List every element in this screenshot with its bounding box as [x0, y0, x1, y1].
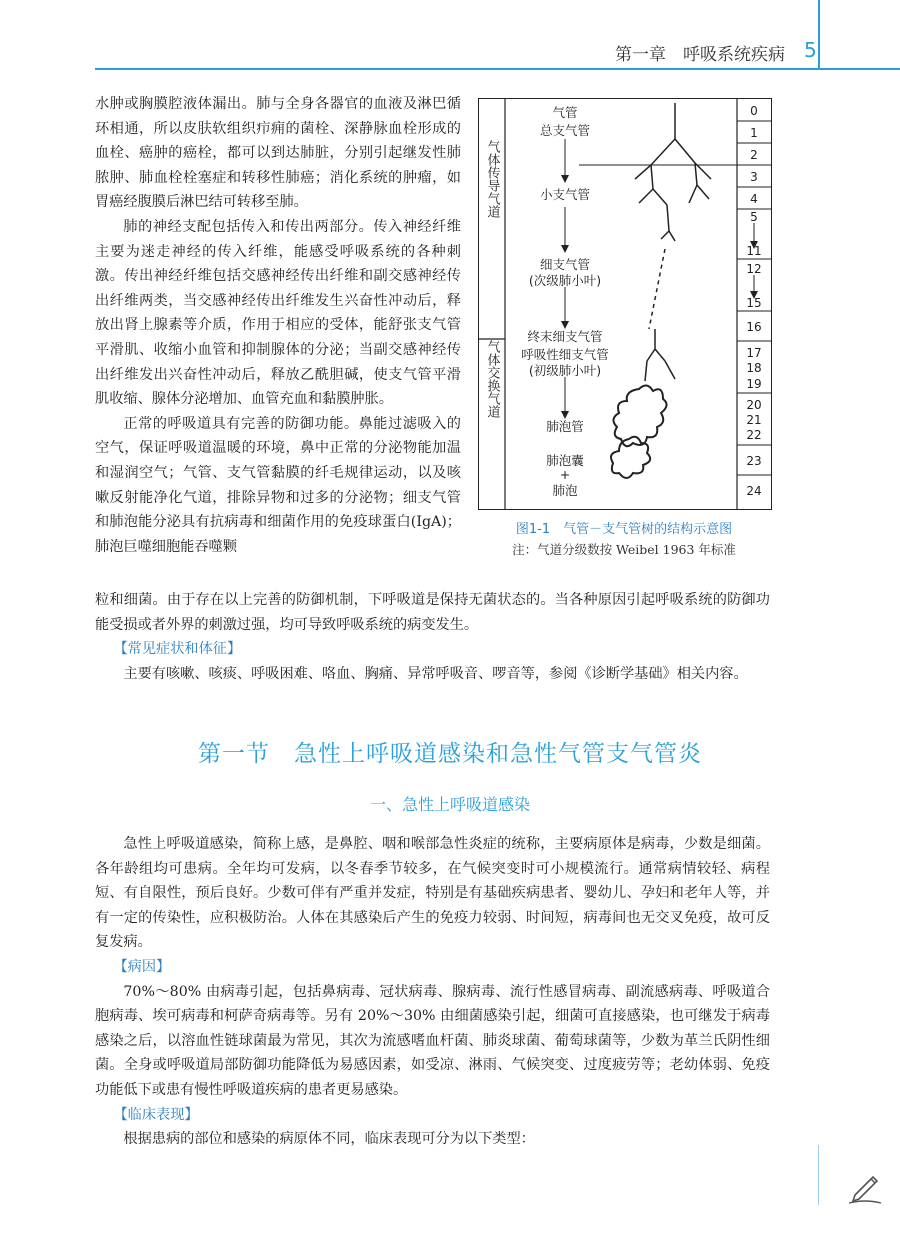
paragraph: 水肿或胸膜腔液体漏出。肺与全身各器官的血液及淋巴循环相通，所以皮肤软组织疖痈的菌栓、深静脉血栓形成的血栓、癌肿的癌栓，都可以到达肺脏，分别引起继发性肺脓肿、肺血栓栓塞症和转移性肺癌；消化系统的肿瘤，如胃癌经腹膜后淋巴结可转移至肺。 [95, 96, 461, 211]
gen-number: 2 [750, 148, 758, 162]
label-bronchioles: 细支气管 [539, 257, 591, 272]
gen-number: 19 [746, 377, 762, 391]
gen-number: 21 [746, 413, 762, 427]
margin-rule [818, 1145, 819, 1205]
section-title: 第一节 急性上呼吸道感染和急性气管支气管炎 [198, 741, 702, 767]
gen-number: 24 [746, 484, 762, 498]
paragraph: 主要有咳嗽、咳痰、呼吸困难、咯血、胸痛、异常呼吸音、啰音等，参阅《诊断学基础》相关内容。 [123, 665, 748, 682]
header-divider [818, 0, 820, 70]
header-rule [95, 68, 900, 70]
label-secondary-lobule: (次级肺小叶) [528, 273, 602, 288]
gen-number: 1 [750, 126, 758, 140]
etiology-heading: 【病因】 [113, 958, 171, 975]
gen-number: 11 [746, 244, 762, 258]
bronchial-tree-diagram [479, 99, 771, 509]
label-respiratory-bronchiole: 呼吸性细支气管 [521, 347, 609, 362]
gen-number: 12 [746, 262, 762, 276]
page-header [0, 0, 900, 70]
gen-number: 20 [746, 398, 762, 412]
pen-icon [845, 1165, 885, 1205]
zone-conducting-label: 气体传导气道 [484, 140, 500, 218]
main-text [95, 832, 770, 1152]
label-primary-lobule: (初级肺小叶) [528, 363, 602, 378]
gen-number: 15 [746, 296, 762, 310]
gen-number: 17 [746, 346, 762, 360]
label-plus: + [559, 467, 571, 482]
paragraph: 根据患病的部位和感染的病原体不同，临床表现可分为以下类型： [123, 1131, 535, 1148]
chapter-title: 第一章 呼吸系统疾病 [615, 45, 785, 65]
label-alveolar-sac: 肺泡囊 [546, 453, 584, 468]
subsection-title: 一、急性上呼吸道感染 [369, 795, 530, 814]
gen-number: 4 [750, 192, 758, 206]
label-terminal-bronchiole: 终末细支气管 [527, 329, 603, 344]
figure-caption: 图1-1 气管－支气管树的结构示意图 [515, 522, 733, 537]
paragraph: 正常的呼吸道具有完善的防御功能。鼻能过滤吸入的空气，保证呼吸道温暖的环境，鼻中正常的分泌物能加温和湿润空气；气管、支气管黏膜的纤毛规律运动，以及咳嗽反射能净化气道，排除异物和过多的分泌物；细支气管和肺泡能分泌具有抗病毒和细菌作用的免疫球蛋白(IgA)；肺泡巨噬细胞能吞噬颗 [95, 415, 461, 555]
gen-number: 0 [750, 104, 758, 118]
page-number: 5 [804, 38, 817, 62]
gen-number: 16 [746, 320, 762, 334]
figure-note: 注：气道分级数按 Weibel 1963 年标准 [512, 542, 736, 557]
paragraph: 粒和细菌。由于存在以上完善的防御机制，下呼吸道是保持无菌状态的。当各种原因引起呼吸系统的防御功能受损或者外界的刺激过强，均可导致呼吸系统的病变发生。 [95, 592, 770, 633]
gen-number: 18 [746, 361, 762, 375]
label-small-bronchi: 小支气管 [539, 187, 591, 202]
label-alveoli: 肺泡 [552, 483, 578, 498]
bronchial-tree-figure [478, 98, 772, 510]
gen-number: 5 [750, 210, 758, 224]
gen-number: 22 [746, 428, 762, 442]
full-width-text [95, 588, 770, 686]
paragraph: 肺的神经支配包括传入和传出两部分。传入神经纤维主要为迷走神经的传入纤维，能感受呼吸系统的各种刺激。传出神经纤维包括交感神经传出纤维和副交感神经传出纤维两类，当交感神经传出纤维发生兴奋性冲动后，释放出肾上腺素等介质，作用于相应的受体，能舒张支气管平滑肌、收缩小血管和抑制腺体的分泌；当副交感神经传出纤维发出兴奋性冲动后，释放乙酰胆碱，使支气管平滑肌收缩、腺体分泌增加、血管充血和黏膜肿胀。 [95, 218, 461, 408]
symptoms-heading: 【常见症状和体征】 [113, 641, 242, 658]
gen-number: 3 [750, 170, 758, 184]
left-column [95, 92, 461, 559]
label-trachea: 气管 [552, 105, 578, 120]
zone-exchange-label: 气体交换气道 [484, 340, 500, 418]
label-main-bronchi: 总支气管 [539, 123, 591, 138]
paragraph: 急性上呼吸道感染，简称上感，是鼻腔、咽和喉部急性炎症的统称，主要病原体是病毒，少数是细菌。各年龄组均可患病。全年均可发病，以冬春季节较多，在气候突变时可小规模流行。通常病情较轻、病程短、有自限性，预后良好。少数可伴有严重并发症，特别是有基础疾病患者、婴幼儿、孕妇和老年人等，并有一定的传染性，应积极防治。人体在其感染后产生的免疫力较弱、时间短，病毒间也无交叉免疫，故可反复发病。 [95, 836, 770, 951]
paragraph: 70%～80% 由病毒引起，包括鼻病毒、冠状病毒、腺病毒、流行性感冒病毒、副流感病毒、呼吸道合胞病毒、埃可病毒和柯萨奇病毒等。另有 20%～30% 由细菌感染引起，细菌可直接感染，也可继发于病毒感染之后，以溶血性链球菌最为常见，其次为流感嗜血杆菌、肺炎球菌、葡萄球菌等，少数为革兰氏阴性细菌。全身或呼吸道局部防御功能降低为易感因素，如受凉、淋雨、气候突变、过度疲劳等；老幼体弱、免疫功能低下或患有慢性呼吸道疾病的患者更易感染。 [95, 983, 770, 1098]
clinical-heading: 【临床表现】 [113, 1106, 199, 1123]
gen-number: 23 [746, 454, 762, 468]
label-alveolar-duct: 肺泡管 [546, 419, 584, 434]
